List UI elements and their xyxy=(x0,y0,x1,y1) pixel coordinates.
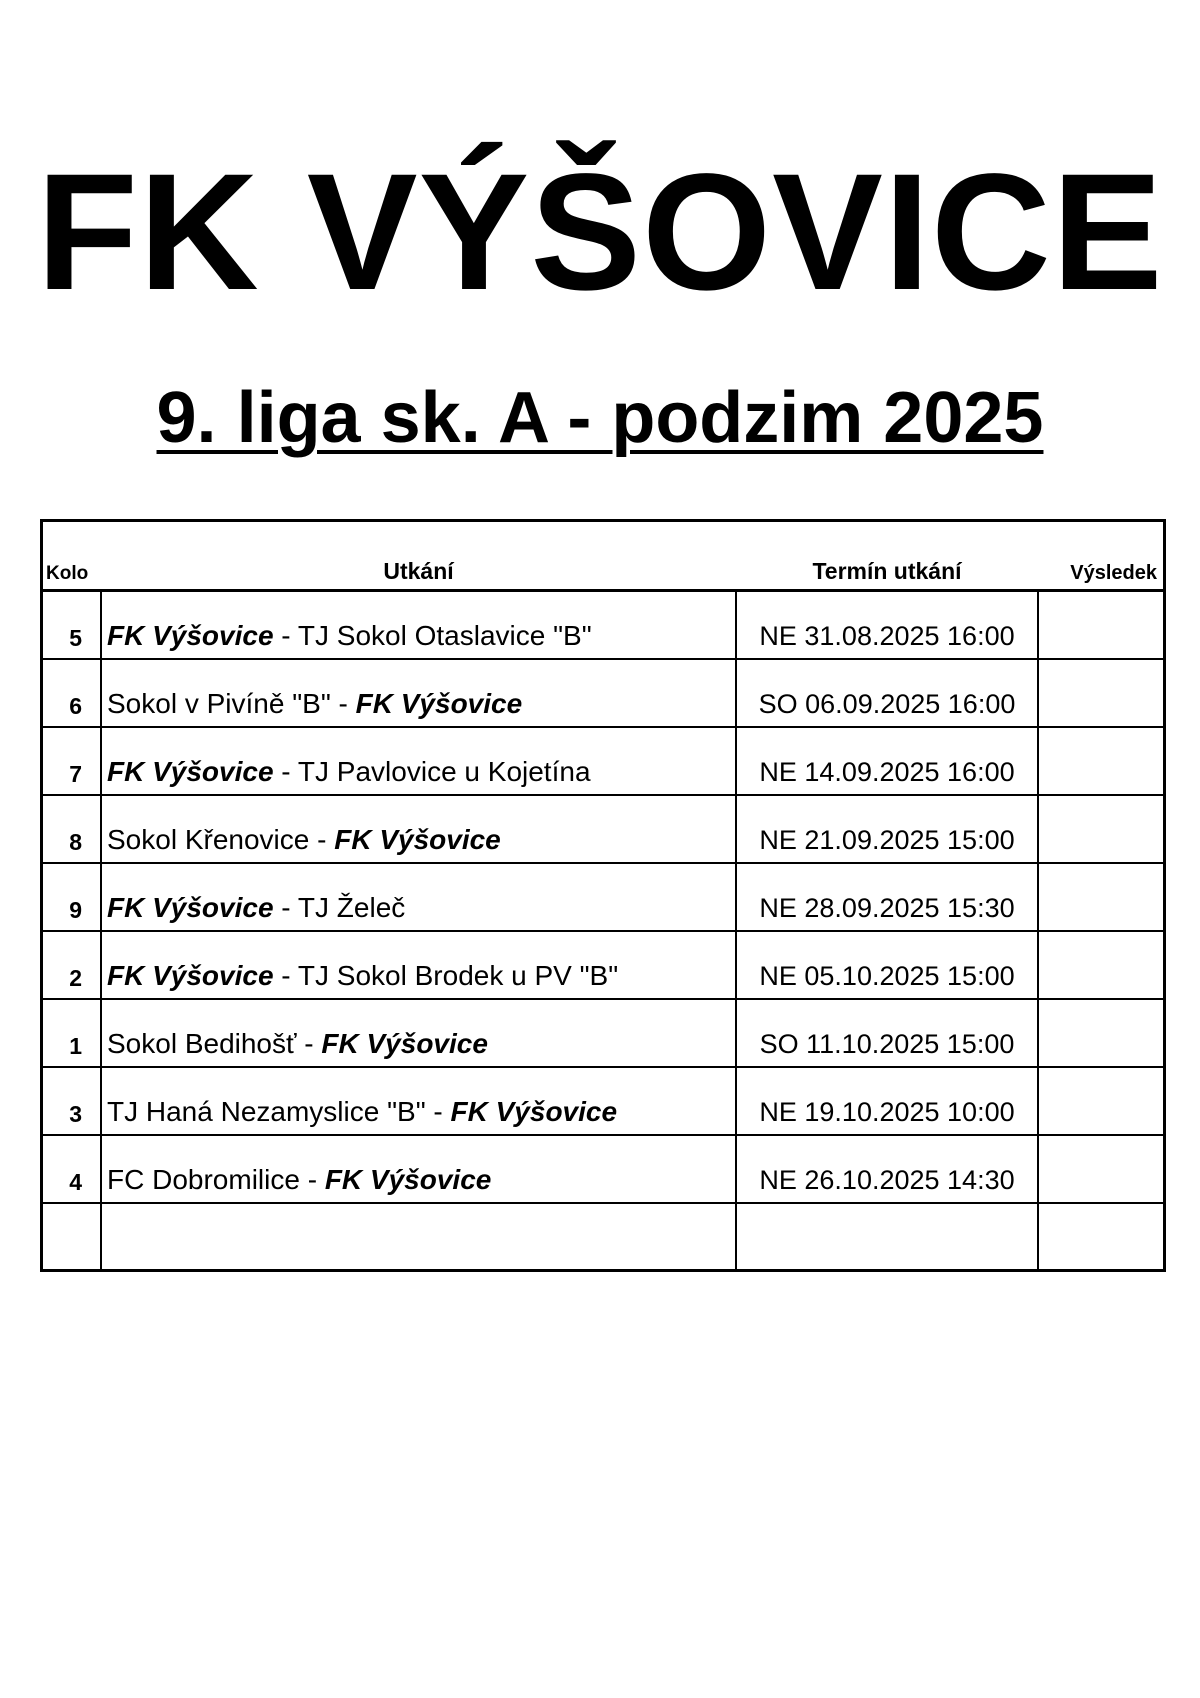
table-row xyxy=(42,931,1165,999)
match-result xyxy=(1038,1203,1165,1271)
match-separator: - xyxy=(273,891,298,923)
match-cell xyxy=(101,1203,736,1271)
home-team: FK Výšovice xyxy=(107,755,274,787)
round-number: 2 xyxy=(42,931,102,999)
match-result xyxy=(1038,999,1165,1067)
table-header-row xyxy=(42,521,1165,591)
match-result xyxy=(1038,1067,1165,1135)
header-termin: Termín utkání xyxy=(736,521,1038,591)
match-cell xyxy=(101,1135,736,1203)
match-result xyxy=(1038,727,1165,795)
round-number xyxy=(42,1203,102,1271)
away-team: FK Výšovice xyxy=(334,823,501,855)
match-date: SO 11.10.2025 15:00 xyxy=(736,999,1038,1067)
match-result xyxy=(1038,659,1165,727)
match-cell xyxy=(101,1067,736,1135)
match-cell xyxy=(101,999,736,1067)
table-row xyxy=(42,659,1165,727)
match-cell xyxy=(101,591,736,659)
table-row xyxy=(42,591,1165,659)
header-vysledek: Výsledek xyxy=(1038,521,1165,591)
match-separator: - xyxy=(309,823,335,855)
round-number: 5 xyxy=(42,591,102,659)
table-row xyxy=(42,1203,1165,1271)
table-row xyxy=(42,999,1165,1067)
match-cell xyxy=(101,931,736,999)
match-result xyxy=(1038,931,1165,999)
match-result xyxy=(1038,863,1165,931)
match-date: NE 21.09.2025 15:00 xyxy=(736,795,1038,863)
away-team: TJ Sokol Otaslavice "B" xyxy=(297,619,592,651)
match-separator: - xyxy=(330,687,356,719)
match-separator: - xyxy=(273,755,298,787)
match-cell xyxy=(101,795,736,863)
away-team: FK Výšovice xyxy=(321,1027,488,1059)
header-kolo: Kolo xyxy=(42,521,102,591)
match-cell xyxy=(101,659,736,727)
match-date: NE 31.08.2025 16:00 xyxy=(736,591,1038,659)
round-number: 6 xyxy=(42,659,102,727)
home-team: Sokol v Pivíně "B" xyxy=(107,687,331,719)
round-number: 7 xyxy=(42,727,102,795)
match-date: NE 05.10.2025 15:00 xyxy=(736,931,1038,999)
round-number: 4 xyxy=(42,1135,102,1203)
match-result xyxy=(1038,1135,1165,1203)
header-utkani: Utkání xyxy=(101,521,736,591)
match-result xyxy=(1038,591,1165,659)
table-row xyxy=(42,863,1165,931)
match-separator: - xyxy=(273,959,298,991)
away-team: FK Výšovice xyxy=(324,1163,492,1195)
home-team: Sokol Křenovice xyxy=(107,823,310,855)
match-date: NE 19.10.2025 10:00 xyxy=(736,1067,1038,1135)
table-row xyxy=(42,795,1165,863)
match-separator: - xyxy=(273,619,298,651)
table-row xyxy=(42,1135,1165,1203)
page-subtitle xyxy=(0,378,1200,458)
away-team: FK Výšovice xyxy=(355,687,523,719)
home-team: FC Dobromilice xyxy=(107,1163,300,1195)
match-date: SO 06.09.2025 16:00 xyxy=(736,659,1038,727)
home-team: FK Výšovice xyxy=(107,959,274,991)
match-result xyxy=(1038,795,1165,863)
table-row xyxy=(42,1067,1165,1135)
subtitle-text: 9. liga sk. A - podzim 2025 xyxy=(156,378,1044,458)
match-date xyxy=(736,1203,1038,1271)
table-row xyxy=(42,727,1165,795)
home-team: FK Výšovice xyxy=(107,619,274,651)
round-number: 1 xyxy=(42,999,102,1067)
match-cell xyxy=(101,863,736,931)
fixtures-table xyxy=(40,519,1166,1272)
home-team: Sokol Bedihošť xyxy=(107,1027,297,1059)
away-team: TJ Pavlovice u Kojetína xyxy=(297,755,591,787)
match-date: NE 26.10.2025 14:30 xyxy=(736,1135,1038,1203)
away-team: FK Výšovice xyxy=(450,1095,618,1127)
round-number: 9 xyxy=(42,863,102,931)
round-number: 8 xyxy=(42,795,102,863)
page-title: FK VÝŠOVICE xyxy=(36,140,1164,325)
home-team: TJ Haná Nezamyslice "B" xyxy=(107,1095,426,1127)
home-team: FK Výšovice xyxy=(107,891,274,923)
match-separator: - xyxy=(296,1027,322,1059)
round-number: 3 xyxy=(42,1067,102,1135)
away-team: TJ Želeč xyxy=(297,891,406,923)
match-separator: - xyxy=(299,1163,325,1195)
match-date: NE 28.09.2025 15:30 xyxy=(736,863,1038,931)
match-date: NE 14.09.2025 16:00 xyxy=(736,727,1038,795)
away-team: TJ Sokol Brodek u PV "B" xyxy=(297,959,619,991)
match-separator: - xyxy=(425,1095,451,1127)
match-cell xyxy=(101,727,736,795)
